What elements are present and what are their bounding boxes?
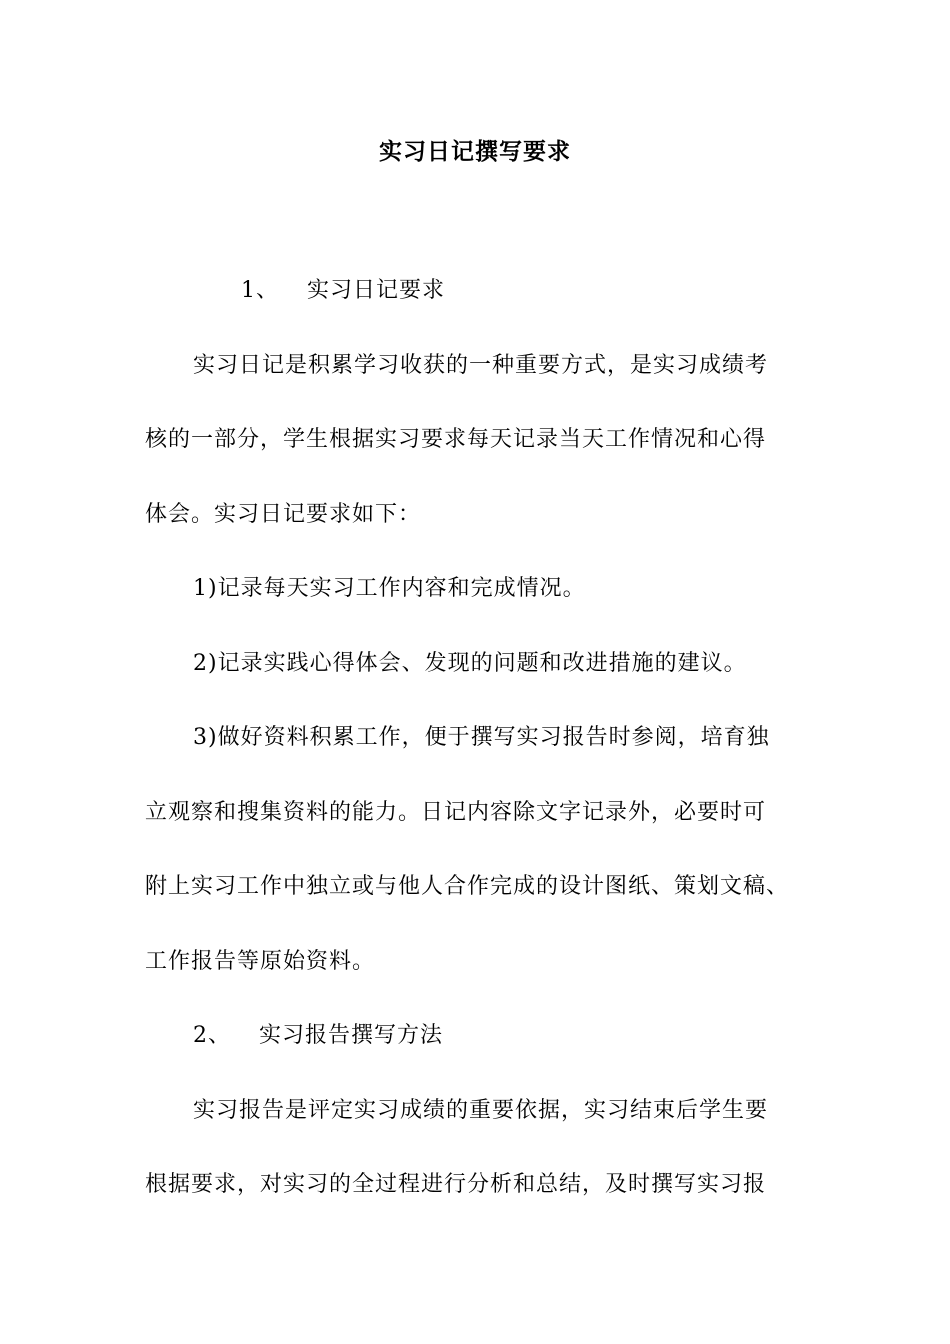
section-number-2: 2、 — [193, 1023, 231, 1048]
paragraph-line: 附上实习工作中独立或与他人合作完成的设计图纸、策划文稿、 — [145, 874, 790, 899]
section-number-1: 1、 — [241, 278, 279, 303]
list-item: 3)做好资料积累工作，便于撰写实习报告时参阅，培育独 — [193, 725, 770, 750]
document-title: 实习日记撰写要求 — [379, 138, 571, 165]
paragraph-line: 实习报告是评定实习成绩的重要依据，实习结束后学生要 — [193, 1097, 769, 1123]
paragraph-line: 工作报告等原始资料。 — [145, 948, 376, 974]
section-heading-1 — [145, 254, 835, 329]
list-item: 1)记录每天实习工作内容和完成情况。 — [193, 576, 586, 601]
list-item: 2)记录实践心得体会、发现的问题和改进措施的建议。 — [193, 650, 747, 676]
section-title-2: 实习报告撰写方法 — [259, 1023, 444, 1048]
paragraph-line: 核的一部分，学生根据实习要求每天记录当天工作情况和心得 — [145, 427, 767, 452]
section-title-1: 实习日记要求 — [307, 278, 446, 303]
paragraph-line: 立观察和搜集资料的能力。日记内容除文字记录外，必要时可 — [145, 799, 767, 825]
document-body — [145, 254, 835, 1223]
section-heading-2 — [145, 999, 835, 1074]
paragraph-line: 根据要求，对实习的全过程进行分析和总结，及时撰写实习报 — [145, 1172, 767, 1197]
paragraph-line: 实习日记是积累学习收获的一种重要方式，是实习成绩考 — [193, 352, 769, 378]
paragraph-line: 体会。实习日记要求如下： — [145, 501, 422, 527]
